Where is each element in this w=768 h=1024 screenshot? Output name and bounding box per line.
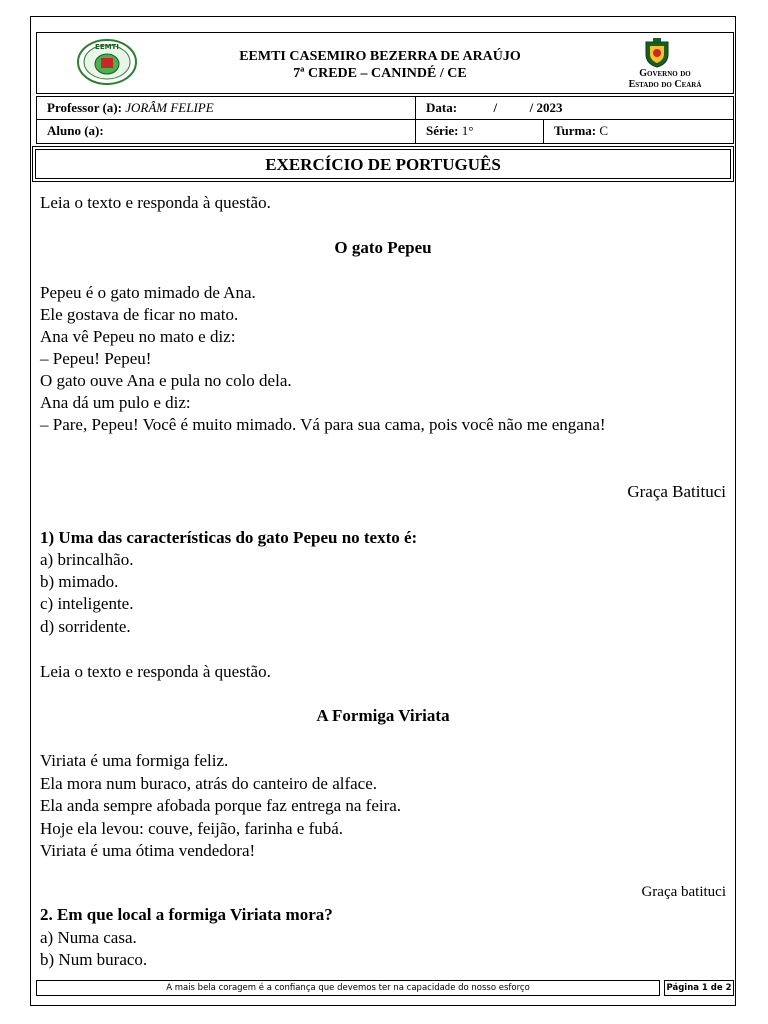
text2-line: Ela anda sempre afobada porque faz entrega na feira. [40,796,402,815]
teacher-cell: Professor (a): JORÂM FELIPE [47,100,214,115]
grade-cell: Série: 1° [415,120,543,143]
text2-title: A Formiga Viriata [316,706,450,725]
school-title [150,48,610,82]
date-value: / / 2023 [493,100,563,115]
info-row-teacher [36,96,734,120]
text1-line: Ana vê Pepeu no mato e diz: [40,327,236,346]
text2-line: Ela mora num buraco, atrás do canteiro de alface. [40,774,378,793]
exercise-title: EXERCÍCIO DE PORTUGUÊS [265,155,501,174]
class-value: C [599,123,609,138]
text1-line: Ele gostava de ficar no mato. [40,305,239,324]
government-name: Governo do Estado do Ceará [628,68,702,90]
date-cell: Data: / / 2023 [415,97,735,119]
grade-value: 1° [461,123,474,138]
ceara-emblem-icon [644,38,670,68]
exercise-title-box [32,146,734,182]
text1-line: O gato ouve Ana e pula no colo dela. [40,371,292,390]
text2-line: Viriata é uma ótima vendedora! [40,841,256,860]
text1-author: Graça Batituci [627,482,726,501]
question2-option: b) Num buraco. [40,950,148,969]
footer [36,980,734,996]
info-row-student [36,120,734,144]
class-cell: Turma: C [543,120,735,143]
question1-option: c) inteligente. [40,594,134,613]
text2-line: Viriata é uma formiga feliz. [40,751,229,770]
question1-option: b) mimado. [40,572,119,591]
question1-option: d) sorridente. [40,617,131,636]
text1-line: Pepeu é o gato mimado de Ana. [40,283,256,302]
teacher-name: JORÂM FELIPE [125,100,214,115]
instruction-2: Leia o texto e responda à questão. [40,662,271,681]
student-cell: Aluno (a): [47,123,104,138]
school-name: EEMTI CASEMIRO BEZERRA DE ARAÚJO [239,49,521,64]
government-logo [620,38,710,90]
school-region: 7ª CREDE – CANINDÉ / CE [293,66,467,81]
question2-option: a) Numa casa. [40,928,137,947]
footer-motto: A mais bela coragem é a confiança que devemos ter na capacidade do nosso esforço [36,980,660,996]
text2-line: Hoje ela levou: couve, feijão, farinha e fubá. [40,819,344,838]
instruction-1: Leia o texto e responda à questão. [40,193,271,212]
text1-title: O gato Pepeu [334,238,432,257]
school-logo [76,38,138,86]
text1-line: Ana dá um pulo e diz: [40,393,191,412]
text2-author: Graça batituci [641,884,726,900]
page-number: Página 1 de 2 [664,980,734,996]
question1-prompt: 1) Uma das características do gato Pepeu no texto é: [40,528,418,547]
question2-prompt: 2. Em que local a formiga Viriata mora? [40,905,333,924]
text1-last-paragraph: – Pare, Pepeu! Você é muito mimado. Vá para sua cama, pois você não me engana! [40,415,606,434]
question1-option: a) brincalhão. [40,550,134,569]
text1-line: – Pepeu! Pepeu! [40,349,152,368]
school-logo-text: EEMTI [95,43,119,51]
